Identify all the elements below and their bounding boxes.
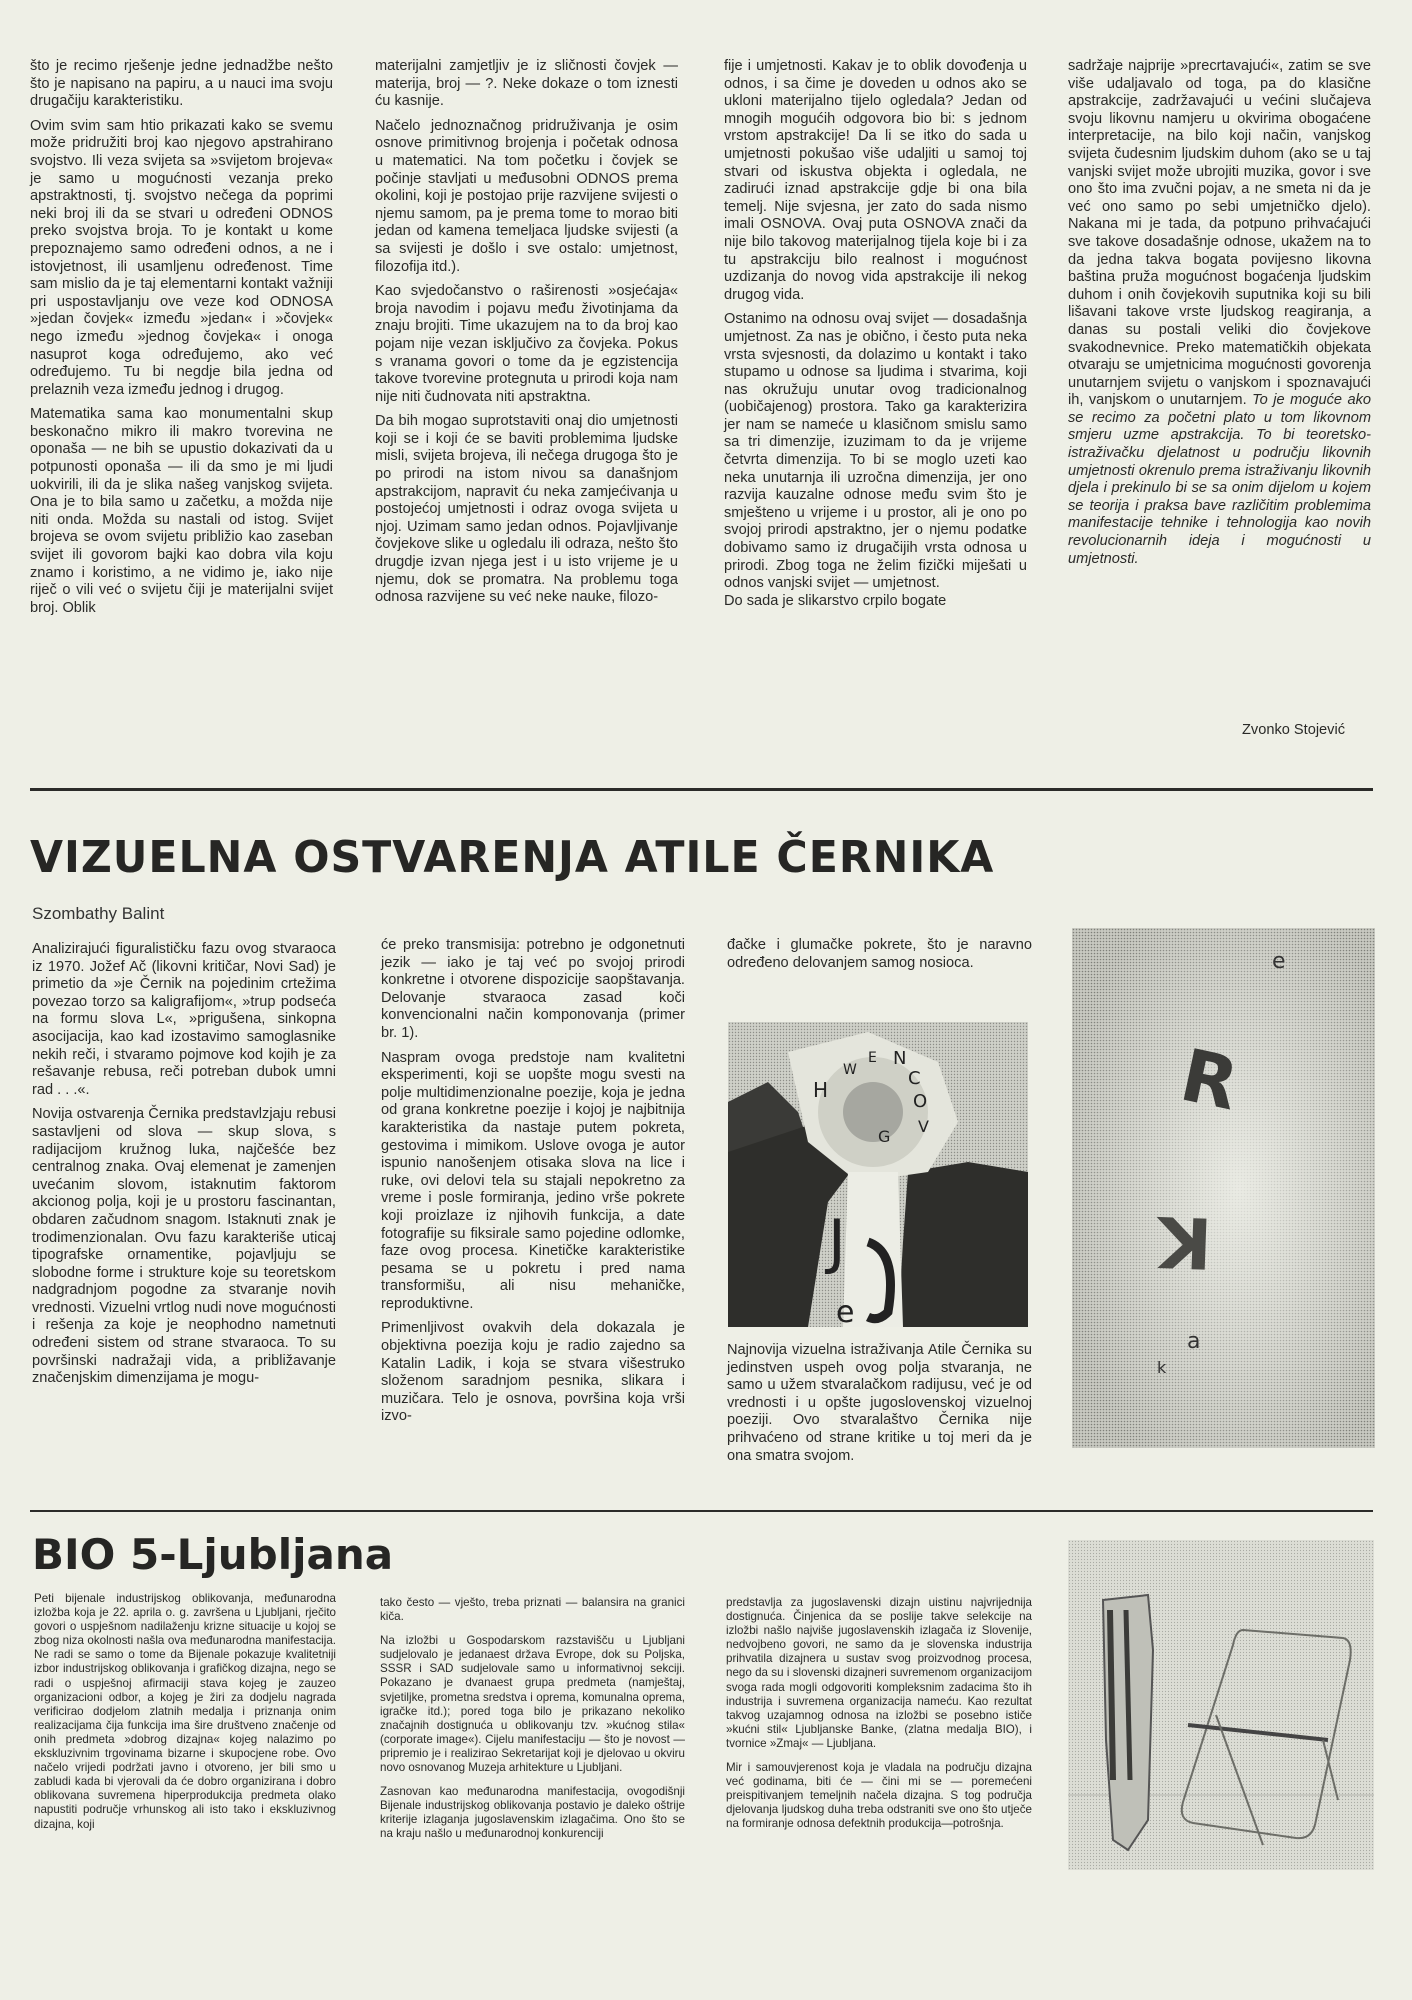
svg-text:a: a [1187,1329,1201,1354]
svg-text:k: k [1157,1358,1167,1377]
article1-column-3 [724,58,1027,617]
paragraph: Mir i samouvjerenost koja je vladala na području dizajna već godinama, biti će — čini mi se — poremećeni preispitivanjem temeljnih načela dizajna. S tog područja djelovanja ljudskog duha treba odstraniti sve ono što utječe na formiranje odnosa defektnih produkcija—potrošnja. [726,1761,1032,1831]
italic-text: To je moguće ako se recimo za početni plato u tom likovnom smjeru uzme apstrakcija. To bi teoretsko-istraživačku djelatnost u području likovnih umjetnosti okrenulo prema istraživanju likovnih djela i prekinulo bi se sa onim dijelom u kojem se teorija i praksa bave različitim problemima manifestacije tehnike i tehnologija kao novih revolucionarnih ideja i mogućnosti u umjetnosti. [1068,392,1372,567]
paragraph: Novija ostvarenja Černika predstavlzjaju rebusi sastavljeni od slova — skup slova, s radijacijom kružnog luka, najčešće bez centralnog znaka. Ovaj elemenat je zamenjen uvećanim slovom, istaknutim faktorom akcionog polja, koji je u prostoru fascinantan, obdaren začudnom snagom. Istaknuti znak je trodimenzionalan. Ovu fazu karakteriše uticaj tipografske ornamentike, pojavljuju se slobodne forme i strukture koje su teoretskom nadgradnjom pogodne za stvaranje novih vrednosti. Vizuelni vrtlog nudi nove mogućnosti i rešenja za koje je neophodno nametnuti određeni sistem od strane stvaraoca. To su površinski nadražaji vida, a približavanje značenjskim dimenzijama je mogu- [32,1106,336,1387]
face-letters-image [728,1022,1028,1327]
paragraph: Kao svjedočanstvo o raširenosti »osjećaja« broja navodim i pojavu među životinjama da znaju brojiti. Time ukazujem na to da broj kao pojam nije vezan isključivo za čovjeka. Pokus s vranama govori o tome da je egzistencija takove tvorevine protegnuta u prirodi koja nam nije niti čudnovata niti apstraktna. [375,283,678,405]
photo-cernik-letters [1072,928,1375,1448]
svg-text:G: G [878,1127,891,1146]
paragraph: Ostanimo na odnosu ovaj svijet — dosadašnja umjetnost. Za nas je obično, i često puta neka vrsta svjesnosti, da dolazimo u kontakt i tako stupamo u odnose sa ljudima i stvarima, koji nas okružuju unutar ovog tradicionalnog (uobičajenog) prostora. Tako ga karakterizira jer nam se nameće u klasičnom smislu samo sa tri dimenzije, izuzimam to da je vrijeme četvrta dimenzija. To bi se moglo uzeti kao neka unutarnja ili uzročna dimenzija, jer ono razvija kauzalne odnose među svim što je smješteno u vrijeme i u prostor, ali je ono po svojoj prirodi apstraktno, jer o njemu podatke dobivamo samo iz drugačijih vrsta odnosa u prirodi. Zbog toga ne želim fizički miješati u odnos vanjski svijet — umjetnost. [724,311,1027,592]
svg-text:O: O [913,1091,928,1112]
svg-text:K: K [1156,1200,1214,1284]
paragraph: Matematika sama kao monumentalni skup beskonačno mikro ili makro tvorevina ne oponaša — ne bih se upustio dokazivati da u potpunosti oponaša — ili da smo je mi ljudi uokvirili, ili da je slika našeg vanjskog svijeta. Ona je to bila samo u začetku, a možda nije niti onda. Možda su nastali od istog. Svijet brojeva se ovom svijetu približio kao zaseban svijet ili govorom bajki kao dobra vila koju znamo i koristimo, a ne vidimo je, iako nije riječ o vili već o svijetu čiji je materijalni svijet broj. Oblik [30,406,333,616]
svg-text:J: J [828,1207,846,1277]
paragraph: Zasnovan kao međunarodna manifestacija, ovogodišnji Bijenale industrijskog oblikovanja postavio je daleko oštrije kriterije izlaganja jugoslavenskim izlagačima. Ono što se na kraju našlo u međunarodnoj konkurenciji [380,1785,685,1841]
photo-cernik-face [728,1022,1028,1327]
svg-text:E: E [868,1050,877,1066]
paragraph: Naspram ovoga predstoje nam kvalitetni eksperimenti, koji se uopšte mogu svesti na polje multidimenzionalne poezije, koja je jedna od grana konkretne poezije i kojoj je najbitnija karakteristika da nastaje putem pokreta, gestovima i mimikom. Uslove ovoga je autor ispunio nanošenjem otisaka slova na lice i ruke, ovi delovi tela su stajali nepokretno za vreme i posle formiranja, jedino vrše pokrete koji proizlaze iz njihovih funkcija, a date fotografije su fiksirale samo pojedine odlomke, faze ovog procesa. Kinetičke karakteristike pesama se u pokretu i pred nama transformišu, ali nisu mehaničke, reproduktivne. [381,1049,685,1312]
article2-column-1 [32,941,336,1395]
article2-byline: Szombathy Balint [32,904,165,923]
paragraph: što je recimo rješenje jedne jednadžbe nešto što je napisano na papiru, a u nauci ima svoju drugačiju karakteristiku. [30,58,333,110]
svg-text:W: W [843,1062,857,1078]
paragraph: materijalni zamjetljiv je iz sličnosti čovjek — materija, broj — ?. Neke dokaze o tom iznesti ću kasnije. [375,58,678,110]
paragraph: Da bih mogao suprotstaviti onaj dio umjetnosti koji se i koji će se baviti problemima ljudske misli, svijeta brojeva, ili nečega drugoga što je po prirodi na istom nivou sa današnjom apstrakcijom, napravit ću neka zamjećivanja u postojećoj umjetnosti i odraz ovoga svijeta u njoj. Uzimam samo jedan odnos. Pojavljivanje čovjekove slike u ogledalu ili odraza, nešto što drugdje izvan njega jest i u isto vrijeme je u njemu, dok se promatra. Na problemu toga odnosa razvijene su već neke nauke, filozo- [375,413,678,606]
svg-text:e: e [1272,949,1286,974]
paragraph: Najnovija vizuelna istraživanja Atile Černika su jedinstven uspeh ovog polja stvaranja, ne samo u užem stvaralačkom radijusu, već je od vrednosti i u opšte jugoslovenskoj vizuelnoj poeziji. Ovo stvaralaštvo Černika nije prihvaćeno od strane kritike u toj meri da je ona smatra svojom. [727,1342,1032,1464]
article3-column-2 [380,1596,685,1852]
article2-column-3-top [727,937,1032,979]
article1-column-2 [375,58,678,614]
section-divider [30,788,1373,791]
paragraph: predstavlja za jugoslavenski dizajn uistinu najvrijednija dostignuća. Činjenica da se poslije takve selekcije na izložbi našlo najviše jugoslavenskih izlagača iz Slovenije, nedvojbeno govori, ne samo da je slovenska industrija prihvatila dizajnera u sustav svog proizvodnog procesa, nego da su i slovenski dizajneri suvremenom organizacijom svoga rada mogli odgovoriti kompleksnim zadacima što ih industrija i suvremena organizacija nameću. Kao rezultat takvog uzajamnog odnosa na izložbi se posebno ističe »kućni stil« Ljubljanske Banke, (zlatna medalja BIO), i tvornice »Zmaj« — Ljubljana. [726,1596,1032,1750]
paragraph: Ovim svim sam htio prikazati kako se svemu može pridružiti broj kao njegovo apstrahirano svojstvo. Ili veza svijeta sa »svijetom brojeva« je samo u mogućnosti vezanja preko apstraktnosti, tj. svojstvo nečega da poprimi neki broj ili da se stvari u određeni ODNOS preko svojstva broja. To je kontakt u kome prepoznajemo samo određeni odnos, a ne i istovjetnost, ili usamljenu određenost. Time sam mislio da je taj elementarni kontakt važniji pri uspostavljanju ove veze kod ODNOSA »jedan čovjek« između »jedan« i »čovjek« nego između »jednog čovjeka« i onoga nasuprot koga određujemo, ako već određujemo. Tu bi negdje bila jedna od prelaznih veza između jednog i drugog. [30,117,333,398]
paragraph: Na izložbi u Gospodarskom razstavišču u Ljubljani sudjelovalo je jedanaest država Evrope, dok su Poljska, SSSR i SAD sudjelovale samo u informativnoj sekciji. Pokazano je dvanaest grupa predmeta (namještaj, svjetiljke, prometna sredstva i oprema, komunalna oprema, igračke itd.); pored toga bilo je prikazano nekoliko značajnih dostignuća u oblikovanju tzv. »kućnog stila« (corporate image«). Cijelu manifestaciju — što je novost — pripremio je i realizirao Sekretarijat koji je djelovao u okviru novo osnovanog Muzeja arhitekture u Ljubljani. [380,1634,685,1775]
svg-text:e: e [836,1295,855,1327]
letters-on-skin-image [1072,928,1375,1448]
svg-text:V: V [918,1117,929,1136]
paragraph: tako često — vješto, treba priznati — balansira na granici kiča. [380,1596,685,1624]
article1-column-1 [30,58,333,624]
paragraph: đačke i glumačke pokrete, što je naravno određeno delovanjem samog nosioca. [727,937,1032,971]
author-signature: Zvonko Stojević [1242,722,1346,738]
paragraph: će preko transmisija: potrebno je odgonetnuti jezik — iako je taj već po svojoj prirodi konkretne i otvorene dispozicije saopštavanja. Delovanje stvaraoca zasad koči konvencionalni način komponovanja (primer br. 1). [381,937,685,1041]
paragraph: Primenljivost ovakvih dela dokazala je objektivna poezija koju je radio zajedno sa Katalin Ladik, i koja se stvara višestruko složenom saradnjom pesnika, slikara i muzičara. Telo je osnova, površina koja vrši izvo- [381,1320,685,1425]
article3-column-3 [726,1596,1032,1842]
folding-chairs-image [1068,1540,1374,1870]
paragraph: Načelo jednoznačnog pridruživanja je osim osnove primitivnog brojenja i početak odnosa u matematici. Na tom početku i čovjek se počinje stavljati u međusobni ODNOS prema okolini, koji je postojao prije razvijene svijesti o njemu samom, pa je prema tome to morao biti jedan od kamena temeljaca ljudske svijesti (a sa svijesti je došlo i sve ostalo: umjetnost, filozofija itd.). [375,117,678,275]
article2-column-3-bottom [727,1342,1032,1472]
article2-title: VIZUELNA OSTVARENJA ATILE ČERNIKA [30,832,995,883]
paragraph [1068,58,1371,568]
article3-column-1 [34,1592,336,1842]
svg-text:N: N [893,1048,907,1069]
paragraph-text: sadržaje najprije »precrtavajući«, zatim se sve više udaljavalo od toga, pa do klasične apstrakcije, zadržavajući u većini slučajeva svoju likovnu namjeru u okvirima obogaćene interpretacije, na bilo koji način, vanjskog svijeta čudesnim ljudskim duhom (ako se u taj vanjski svijet može ubrojiti muzika, govor i sve ono što ima zvučni pojav, a ne smeta ni da je već ono samo po sebi umjetničko djelo). Nakana mi je tada, da potpuno prihvaćajući sve takove dosadašnje odnose, ukažem na to da jedna takva bogata povijesno likovna baština pruža mogućnost bogaćenja ljudskim duhom i onih čovjekovih suputnika koji su bili lišavani takove vrste ljudskog reagiranja, a danas su postali veliki dio čovjekove svakodnevnice. Preko matematičkih objekata otvaraju se umjetnicima mogućnosti govorenja unutarnjem svijetu o vanjskom i spoznavajući ih, vanjskom o unutarnjem. [1068,58,1371,409]
svg-text:R: R [1173,1032,1246,1127]
paragraph: fije i umjetnosti. Kakav je to oblik dovođenja u odnos, i sa čime je doveden u odnos ako se ukloni materijalno tijelo ogledala? Jedan od mnogih mogućih odgovora bio bi: s jednom vrstom apstrakcije! Da li se itko do sada u umjetnosti pokušao više udaljiti u samoj toj stvari od iskustva objekta i ogledala, ne zadirući iznad apstrakcije gdje bi ona bila temelj. Nije svjesna, jer zato do sada nismo imali OSNOVA. Ovaj puta OSNOVA znači da nije bilo takovog materijalnog tijela koje bi i za tu apstrakciju bilo realnost i mogućnost uzdizanja do novog vida apstrakcije ili nekog drugog vida. [724,58,1027,303]
paragraph: Do sada je slikarstvo crpilo bogate [724,592,947,609]
article1-column-4 [1068,58,1371,575]
letter: H [813,1078,829,1102]
article2-column-2 [381,937,685,1433]
svg-text:C: C [908,1068,921,1089]
article3-title: BIO 5-Ljubljana [32,1530,394,1579]
photo-folding-chairs [1068,1540,1374,1870]
paragraph: Analizirajući figuralističku fazu ovog stvaraoca iz 1970. Jožef Ač (likovni kritičar, Novi Sad) je primetio da »je Černik na pojedinim crtežima povezao torzo sa kaligrafijom«, »trup podseća na formu slova L«, »prigušena, sinkopna asocijacija, kao kad izostavimo samoglasnike nekih reči, i stvaramo pojmove kod kojih je za rešavanje rebusa, reči potreban dubok umni rad . . .«. [32,941,336,1098]
section-divider [30,1510,1373,1512]
paragraph: Peti bijenale industrijskog oblikovanja, međunarodna izložba koja je 22. aprila o. g. završena u Ljubljani, rječito govori o uspješnom nadilaženju krizne situacije u kojoj se zbog niza okolnosti našla ova međunarodna manifestacija. Ne radi se samo o tome da Bijenale pokazuje kvalitetniji izbor industrijskog oblikovanja i grafičkog dizajna, nego se radi o uspješnoj afirmaciji stava kojeg je zauzeo organizacioni odbor, a kojeg je žiri za dodjelu nagrada verificirao dodjelom zlatnih medalja i priznanja onim realizacijama čija funkcija ima šire društveno značenje od onih predmeta »dobrog dizajna« kojeg nalazimo po ekskluzivnim trgovinama bizarne i skupocjene robe. Ovo načelo vrijedi podržati javno i otvoreno, jer bili smo u zabludi kada bi vjerovali da će dobro organizirana i dobro oblikovana suvremena hiperprodukcija predmeta olako napustiti područje vrhunskog ali isto tako i ekskluzivnog dizajna, koji [34,1592,336,1831]
